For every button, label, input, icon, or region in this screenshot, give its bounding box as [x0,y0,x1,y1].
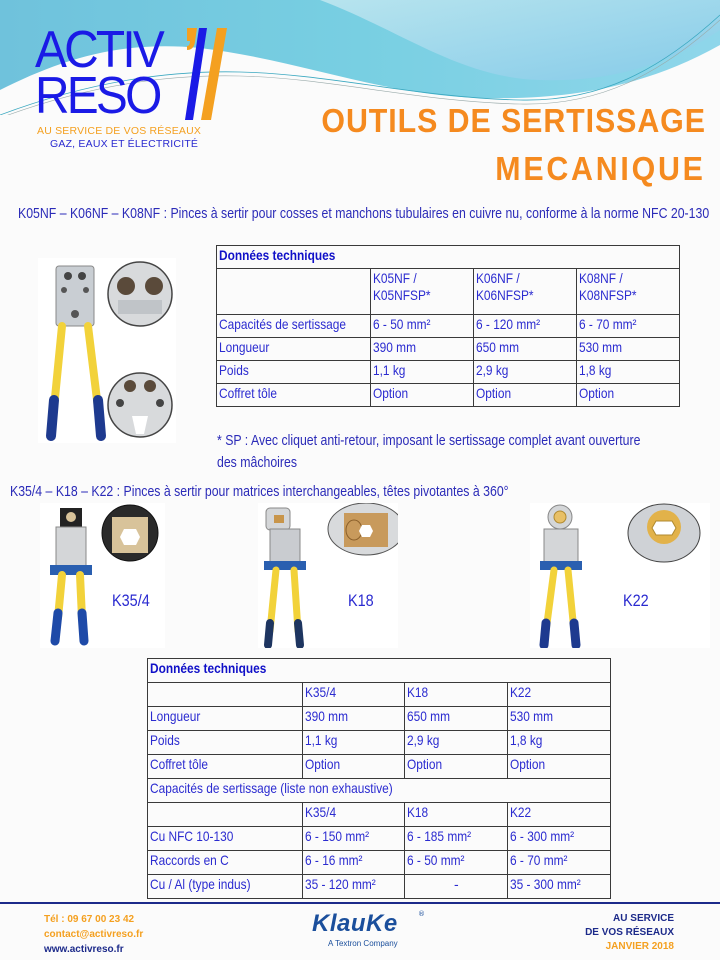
table-row [217,315,680,338]
table-cell: 1,1 kg [371,361,473,384]
table-cell-model: K22 [508,683,611,707]
table-row-label: Longueur [148,707,303,731]
table-cell-empty [148,803,303,827]
table-cell: 1,1 kg [302,731,405,755]
table-cell-model: K08NF / K08NFSP* [576,269,679,315]
table-cell-model: K22 [508,803,611,827]
table-cell-model: K35/4 [302,683,405,707]
table-row [148,827,611,851]
footer-tagline-2: DE VOS RÉSEAUX [585,927,674,938]
table-cell: 1,8 kg [508,731,611,755]
k18-tool-image [258,503,398,648]
table-row-label: Poids [217,361,371,384]
table-cell: - [405,875,508,899]
table-row-label: Poids [148,731,303,755]
product-label-k18: K18 [348,591,374,610]
table-cell: 6 - 50 mm² [405,851,508,875]
table-cell: 530 mm [508,707,611,731]
crimping-plier-illustration [40,503,165,648]
logo-slash-icon [185,28,227,120]
activreso-logo [35,22,225,152]
table-row [148,707,611,731]
table-cell-model: K06NF / K06NFSP* [473,269,576,315]
table-header: Données techniques [217,246,680,269]
table-cell: Option [371,384,473,407]
table-cell-model: K35/4 [302,803,405,827]
footer-email-link[interactable]: contact@activreso.fr [44,929,144,940]
k35-4-tool-image [40,503,165,648]
crimping-plier-illustration [530,503,710,648]
table-cell-empty [217,269,371,315]
table-row-label: Coffret tôle [217,384,371,407]
spec-table-k05nf-k06nf-k08nf [216,245,680,407]
logo-tagline-2: GAZ, EAUX ET ÉLECTRICITÉ [50,138,199,150]
table-cell: 6 - 50 mm² [371,315,473,338]
logo-word-activ: ACTIV [35,21,163,79]
page-title-line2: MECANIQUE [495,150,706,187]
table-cell: Option [576,384,679,407]
table-cell: 2,9 kg [473,361,576,384]
table-row-capacity-header [148,779,611,803]
table-row [148,731,611,755]
klauke-subtitle: A Textron Company [328,939,398,948]
table-cell: 35 - 300 mm² [508,875,611,899]
footnote-sp: * SP : Avec cliquet anti-retour, imposant le sertissage complet avant ouverture des mâchoires [217,432,641,471]
table-row-label: Cu NFC 10-130 [148,827,303,851]
table-cell: 650 mm [473,338,576,361]
logo-word-reso: RESO [35,67,160,125]
section2-intro: K35/4 – K18 – K22 : Pinces à sertir pour matrices interchangeables, têtes pivotantes à 360° [10,483,509,500]
klauke-logo [306,910,426,954]
table-cell: 6 - 300 mm² [508,827,611,851]
table-cell: 6 - 120 mm² [473,315,576,338]
table-row-models [148,683,611,707]
page-title-line1: OUTILS DE SERTISSAGE [321,102,706,139]
spec-table-k35-k18-k22 [147,658,611,899]
table-row-label: Cu / Al (type indus) [148,875,303,899]
table-cell: 6 - 150 mm² [302,827,405,851]
table-row [148,875,611,899]
table-cell: 650 mm [405,707,508,731]
table-row-models [217,269,680,315]
table-cell: 6 - 185 mm² [405,827,508,851]
table-cell: Option [508,755,611,779]
table-cell: Option [473,384,576,407]
table-row-label: Longueur [217,338,371,361]
klauke-wordmark: KlauKe [312,910,398,937]
table-cell-model: K18 [405,683,508,707]
table-cell: 390 mm [302,707,405,731]
table-cell: 530 mm [576,338,679,361]
table-row [217,384,680,407]
table-row [217,338,680,361]
table-cell: 6 - 70 mm² [508,851,611,875]
table-cell: 390 mm [371,338,473,361]
table-row [217,361,680,384]
k05nf-tool-image [38,258,176,443]
product-label-k22: K22 [623,591,649,610]
footer-phone: Tél : 09 67 00 23 42 [44,914,135,925]
logo-tagline-1: AU SERVICE DE VOS RÉSEAUX [37,125,202,137]
table-cell: 2,9 kg [405,731,508,755]
table-header: Données techniques [148,659,611,683]
footer-divider [0,902,720,904]
table-row-label: Raccords en C [148,851,303,875]
registered-mark: ® [418,910,425,918]
table-cell: Option [405,755,508,779]
table-cell: 6 - 70 mm² [576,315,679,338]
table-subheader: Capacités de sertissage (liste non exhaustive) [148,779,611,803]
k22-tool-image [530,503,710,648]
table-row-label: Capacités de sertissage [217,315,371,338]
table-row-label: Coffret tôle [148,755,303,779]
table-cell-model: K05NF / K05NFSP* [371,269,473,315]
crimping-plier-illustration [38,258,176,443]
table-row [148,755,611,779]
section1-intro: K05NF – K06NF – K08NF : Pinces à sertir pour cosses et manchons tubulaires en cuivre nu, conforme à la norme NFC 20-130 [18,205,710,222]
table-cell: 35 - 120 mm² [302,875,405,899]
footer-website-link[interactable]: www.activreso.fr [44,944,124,955]
table-cell: 6 - 16 mm² [302,851,405,875]
crimping-plier-illustration [258,503,398,648]
table-cell-empty [148,683,303,707]
table-row-models [148,803,611,827]
footer-tagline-1: AU SERVICE [613,913,674,924]
footer-date: JANVIER 2018 [605,941,674,952]
table-cell: Option [302,755,405,779]
product-label-k35-4: K35/4 [112,591,150,610]
table-cell-model: K18 [405,803,508,827]
table-row [148,851,611,875]
table-cell: 1,8 kg [576,361,679,384]
